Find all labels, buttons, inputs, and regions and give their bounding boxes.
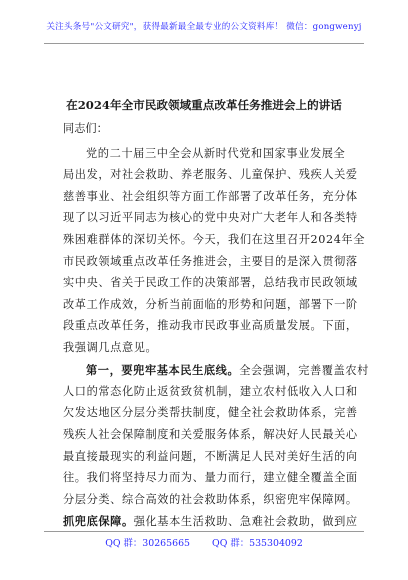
document-title: 在2024年全市民政领域重点改革任务推进会上的讲话 (66, 98, 342, 112)
paragraph-line: 改革工作成效，分析当前面临的形势和问题，部署下一阶 (63, 298, 358, 311)
footer-divider (44, 531, 364, 532)
paragraph-line: 最直接最现实的利益问题，不断满足人民对美好生活的向 (63, 450, 358, 463)
paragraph-line: 慈善事业、社会组织等方面工作部署了改革任务，充分体 (63, 190, 358, 203)
footer-qq-group-1: QQ 群：30265665 (105, 538, 191, 549)
paragraph-line: 局出发，对社会救助、养老服务、儿童保护、残疾人关爱 (63, 168, 358, 181)
paragraph-line: 我强调几点意见。 (63, 341, 158, 354)
paragraph-line: 现了以习近平同志为核心的党中央对广大老年人和各类特 (63, 211, 358, 224)
subsection-heading: 抓兜底保障。 (63, 514, 134, 528)
paragraph-line: 欠发达地区分层分类帮扶制度，健全社会救助体系，完善 (63, 406, 358, 419)
paragraph-line: 人口的常态化防止返贫致贫机制，建立农村低收入人口和 (63, 385, 358, 398)
paragraph-line: 实中央、省关于民政工作的决策部署，总结我市民政领域 (63, 276, 358, 289)
section-heading: 第一，要兜牢基本民生底线。 (86, 363, 240, 377)
section-first-line (86, 362, 369, 379)
footer (0, 538, 408, 550)
paragraph-line: 分层分类、综合高效的社会救助体系，织密兜牢保障网。 (63, 493, 358, 506)
paragraph-line: 残疾人社会保障制度和关爱服务体系，解决好人民最关心 (63, 428, 358, 441)
salutation: 同志们： (63, 122, 108, 135)
subsection-text: 强化基本生活救助、急难社会救助，做到应 (133, 515, 358, 528)
paragraph-line: 往。我们将坚持尽力而为、量力而行，建立健全覆盖全面 (63, 471, 358, 484)
section-text: 全会强调，完善覆盖农村 (239, 364, 369, 377)
header-divider (44, 43, 364, 44)
paragraph-line: 段重点改革任务，推动我市民政事业高质量发展。下面， (63, 319, 358, 332)
footer-qq-group-2: QQ 群：535304092 (212, 538, 303, 549)
paragraph-line: 党的二十届三中全会从新时代党和国家事业发展全 (86, 147, 346, 160)
subsection-line (63, 513, 358, 530)
paragraph-line: 市民政领域重点改革任务推进会，主要目的是深入贯彻落 (63, 255, 358, 268)
header-banner: 关注头条号"公文研究"，获得最新最全最专业的公文资料库！ 微信：gongwenyj (46, 22, 362, 32)
paragraph-line: 殊困难群体的深切关怀。今天，我们在这里召开2024年全 (63, 233, 365, 246)
